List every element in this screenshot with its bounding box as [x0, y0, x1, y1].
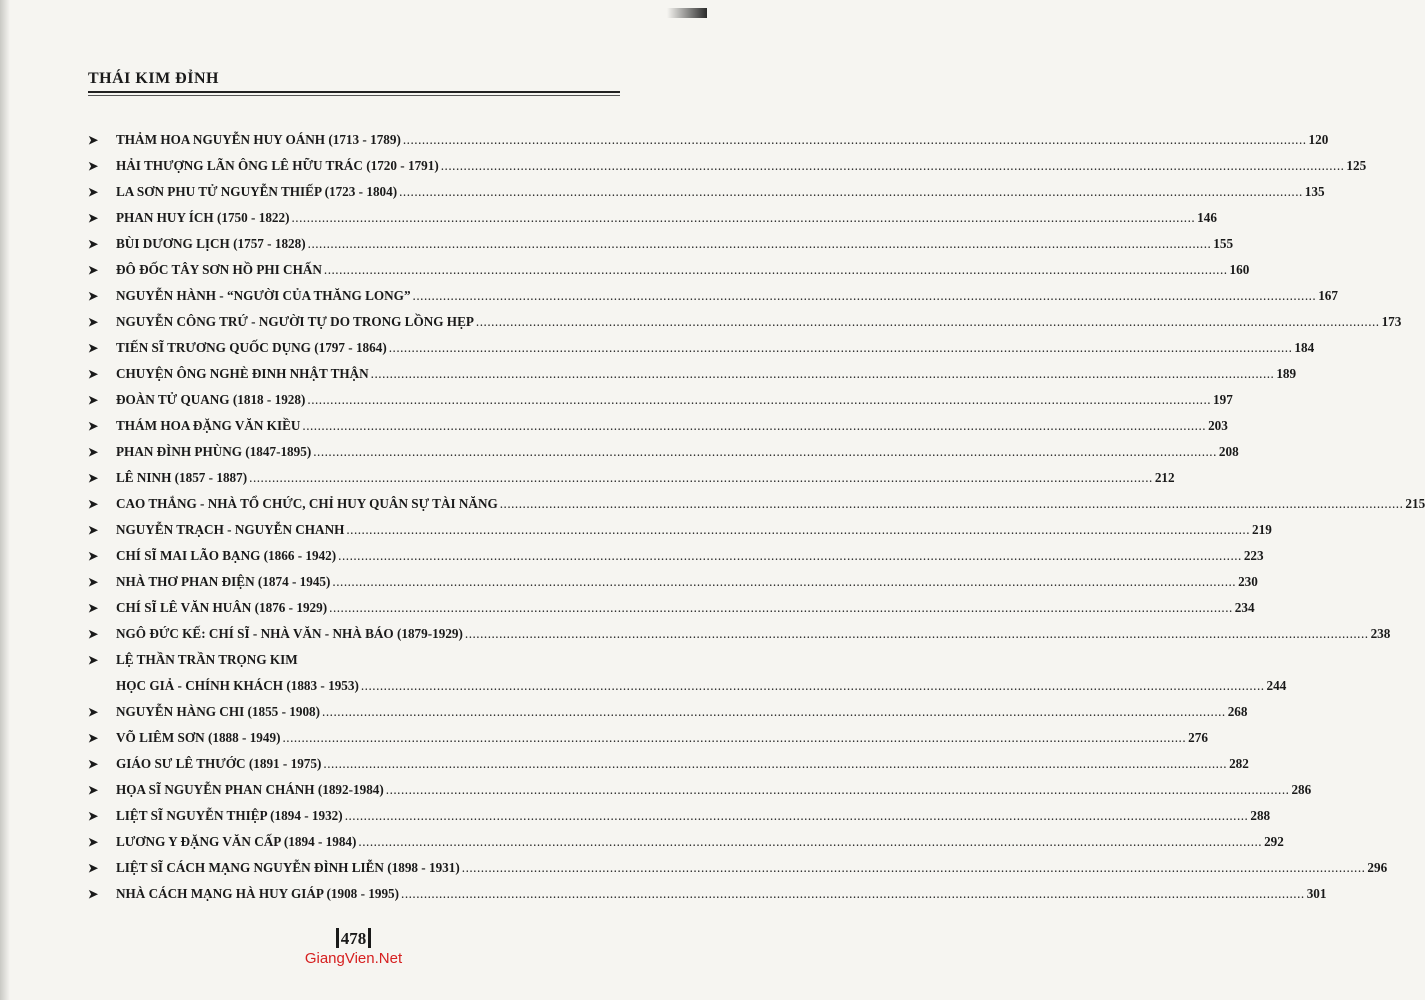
toc-entry [88, 413, 1228, 439]
toc-entry-title: PHAN ĐÌNH PHÙNG (1847-1895) [116, 444, 312, 459]
dot-leader [358, 829, 1262, 855]
toc-entry-page: 268 [1227, 704, 1248, 719]
toc-entry-page: 230 [1238, 574, 1258, 589]
page-number: 478 [340, 929, 367, 948]
toc-entry-page: 301 [1306, 886, 1327, 901]
dot-leader [249, 465, 1153, 491]
toc-entry-title: ĐÔ ĐỐC TÂY SƠN HỒ PHI CHẤN [116, 262, 322, 277]
header-rule-thin [88, 95, 620, 96]
toc-entry-page: 282 [1229, 756, 1249, 771]
toc-entry-page: 125 [1346, 158, 1367, 173]
toc-entry [88, 361, 1297, 387]
toc-entry [88, 309, 1402, 335]
toc-entry-page: 167 [1318, 288, 1338, 303]
toc-entry [88, 543, 1264, 569]
arrow-bullet-icon: ➤ [88, 445, 99, 459]
page-number-footer [0, 928, 707, 949]
toc-entry [88, 699, 1248, 725]
toc-entry-title: NHÀ THƠ PHAN ĐIỆN (1874 - 1945) [116, 574, 331, 589]
dot-leader [399, 179, 1303, 205]
toc-entry-page: 189 [1276, 366, 1297, 381]
arrow-bullet-icon: ➤ [88, 757, 99, 771]
dot-leader [332, 569, 1236, 595]
dot-leader [413, 283, 1317, 309]
arrow-bullet-icon: ➤ [88, 341, 99, 355]
arrow-bullet-icon: ➤ [88, 627, 99, 641]
arrow-bullet-icon: ➤ [88, 185, 99, 199]
toc-entry-page: 197 [1213, 392, 1233, 407]
toc-entry-page: 276 [1188, 730, 1208, 745]
arrow-bullet-icon: ➤ [88, 237, 99, 251]
toc-entry [88, 777, 1312, 803]
toc-entry [88, 257, 1250, 283]
toc-entry-page: 215 [1405, 496, 1425, 511]
arrow-bullet-icon: ➤ [88, 367, 99, 381]
toc-entry [88, 439, 1239, 465]
dot-leader [313, 439, 1217, 465]
arrow-bullet-icon: ➤ [88, 783, 99, 797]
dot-leader [386, 777, 1290, 803]
toc-entry [88, 855, 1388, 881]
folio-bar-left [336, 928, 339, 948]
dot-leader [324, 257, 1228, 283]
table-of-contents [88, 127, 1425, 907]
dot-leader [465, 621, 1369, 647]
dot-leader [403, 127, 1307, 153]
toc-entry-title: BÙI DƯƠNG LỊCH (1757 - 1828) [116, 236, 306, 251]
toc-entry-page: 155 [1213, 236, 1234, 251]
dot-leader [323, 751, 1227, 777]
dot-leader [282, 725, 1186, 751]
arrow-bullet-icon: ➤ [88, 211, 99, 225]
dot-leader [361, 673, 1265, 699]
toc-entry [88, 283, 1338, 309]
dot-leader [338, 543, 1242, 569]
toc-entry [88, 153, 1367, 179]
toc-entry-title: NGUYỄN TRẠCH - NGUYỄN CHANH [116, 522, 345, 537]
scan-corner-mark [667, 8, 707, 18]
dot-leader [462, 855, 1366, 881]
toc-entry [88, 335, 1315, 361]
toc-entry-title: GIÁO SƯ LÊ THƯỚC (1891 - 1975) [116, 756, 322, 771]
toc-entry [88, 491, 1425, 517]
toc-entry [88, 725, 1208, 751]
toc-entry-title: CHÍ SĨ LÊ VĂN HUÂN (1876 - 1929) [116, 600, 328, 615]
toc-entry-title: HỌA SĨ NGUYỄN PHAN CHÁNH (1892-1984) [116, 782, 384, 797]
toc-entry [88, 881, 1327, 907]
toc-entry-page: 286 [1291, 782, 1312, 797]
arrow-bullet-icon: ➤ [88, 835, 99, 849]
toc-entry-page: 135 [1304, 184, 1325, 199]
arrow-bullet-icon: ➤ [88, 575, 99, 589]
toc-entry-title: CHÍ SĨ MAI LÃO BẠNG (1866 - 1942) [116, 548, 337, 563]
toc-entry-page: 120 [1308, 132, 1329, 147]
toc-entry [88, 205, 1217, 231]
toc-entry [88, 751, 1249, 777]
watermark-text: GiangVien.Net [304, 950, 403, 967]
toc-entry-page: 146 [1197, 210, 1217, 225]
toc-entry [88, 465, 1175, 491]
toc-entry [88, 829, 1284, 855]
folio-bar-right [368, 928, 371, 948]
toc-entry-title: ĐOÀN TỬ QUANG (1818 - 1928) [116, 392, 306, 407]
toc-entry-title: LIỆT SĨ CÁCH MẠNG NGUYỄN ĐÌNH LIỄN (1898 - 1931) [116, 860, 460, 875]
dot-leader [345, 803, 1249, 829]
dot-leader [308, 231, 1212, 257]
toc-entry-title: LƯƠNG Y ĐẶNG VĂN CẤP (1894 - 1984) [116, 834, 357, 849]
toc-entry-title: LỆ THẦN TRẦN TRỌNG KIM [116, 652, 298, 667]
toc-entry-title: PHAN HUY ÍCH (1750 - 1822) [116, 210, 290, 225]
toc-entry-page: 296 [1367, 860, 1388, 875]
toc-entry-title: LA SƠN PHU TỬ NGUYỄN THIẾP (1723 - 1804) [116, 184, 398, 199]
toc-entry-page: 234 [1234, 600, 1255, 615]
toc-entry-page: 292 [1264, 834, 1284, 849]
arrow-bullet-icon: ➤ [88, 809, 99, 823]
arrow-bullet-icon: ➤ [88, 393, 99, 407]
dot-leader [389, 335, 1293, 361]
toc-entry-title: LIỆT SĨ NGUYỄN THIỆP (1894 - 1932) [116, 808, 343, 823]
arrow-bullet-icon: ➤ [88, 523, 99, 537]
toc-entry-title: THẢM HOA NGUYỄN HUY OÁNH (1713 - 1789) [116, 132, 401, 147]
toc-entry [88, 127, 1329, 153]
toc-entry-title: CHUYỆN ÔNG NGHÈ ĐINH NHẬT THẬN [116, 366, 369, 381]
arrow-bullet-icon: ➤ [88, 471, 99, 485]
toc-entry-title: NGUYỄN HÀNG CHI (1855 - 1908) [116, 704, 321, 719]
toc-entry-title-line2: HỌC GIẢ - CHÍNH KHÁCH (1883 - 1953) [116, 678, 359, 693]
toc-entry [88, 179, 1325, 205]
toc-entry-title: NHÀ CÁCH MẠNG HÀ HUY GIÁP (1908 - 1995) [116, 886, 400, 901]
arrow-bullet-icon: ➤ [88, 731, 99, 745]
toc-entry [88, 621, 1391, 647]
toc-entry-title: NGUYỄN CÔNG TRỨ - NGƯỜI TỰ DO TRONG LỒNG HẸP [116, 314, 474, 329]
dot-leader [371, 361, 1275, 387]
toc-entry-page: 208 [1218, 444, 1239, 459]
arrow-bullet-icon: ➤ [88, 653, 99, 667]
toc-entry-page: 238 [1370, 626, 1391, 641]
running-head: THÁI KIM ĐỈNH [88, 70, 219, 87]
header-rule [88, 91, 620, 93]
toc-entry [88, 595, 1255, 621]
arrow-bullet-icon: ➤ [88, 601, 99, 615]
dot-leader [322, 699, 1226, 725]
dot-leader [441, 153, 1345, 179]
dot-leader [401, 881, 1305, 907]
arrow-bullet-icon: ➤ [88, 497, 99, 511]
toc-entry-title: NGÔ ĐỨC KẾ: CHÍ SĨ - NHÀ VĂN - NHÀ BÁO (1879-1929) [116, 626, 463, 641]
dot-leader [307, 387, 1211, 413]
dot-leader [476, 309, 1380, 335]
toc-entry [88, 387, 1233, 413]
toc-entry-title: HẢI THƯỢNG LÃN ÔNG LÊ HỮU TRÁC (1720 - 1791) [116, 158, 439, 173]
toc-entry-page: 160 [1229, 262, 1250, 277]
toc-entry-page: 203 [1208, 418, 1228, 433]
dot-leader [302, 413, 1206, 439]
toc-entry-title: NGUYỄN HÀNH - “NGƯỜI CỦA THĂNG LONG” [116, 288, 411, 303]
arrow-bullet-icon: ➤ [88, 861, 99, 875]
toc-entry-title: THÁM HOA ĐẶNG VĂN KIỀU [116, 418, 301, 433]
arrow-bullet-icon: ➤ [88, 263, 99, 277]
toc-entry [88, 803, 1271, 829]
toc-entry-page: 223 [1243, 548, 1264, 563]
arrow-bullet-icon: ➤ [88, 159, 99, 173]
arrow-bullet-icon: ➤ [88, 289, 99, 303]
toc-entry-page: 219 [1252, 522, 1272, 537]
dot-leader [346, 517, 1250, 543]
toc-entry-title: VÕ LIÊM SƠN (1888 - 1949) [116, 730, 281, 745]
dot-leader [292, 205, 1196, 231]
arrow-bullet-icon: ➤ [88, 133, 99, 147]
toc-entry [88, 517, 1272, 543]
page-edge-shadow [0, 0, 10, 1000]
toc-entry-page: 184 [1294, 340, 1315, 355]
toc-entry-page: 173 [1381, 314, 1402, 329]
toc-entry-page: 288 [1250, 808, 1271, 823]
toc-entry-title: CAO THẮNG - NHÀ TỔ CHỨC, CHỈ HUY QUÂN SỰ TÀI NĂNG [116, 496, 498, 511]
arrow-bullet-icon: ➤ [88, 705, 99, 719]
toc-entry-title: TIẾN SĨ TRƯƠNG QUỐC DỤNG (1797 - 1864) [116, 340, 387, 355]
toc-entry-title: LÊ NINH (1857 - 1887) [116, 470, 248, 485]
toc-entry-page: 244 [1266, 678, 1287, 693]
dot-leader [329, 595, 1233, 621]
toc-entry [88, 647, 1287, 699]
toc-entry [88, 569, 1258, 595]
toc-entry-page: 212 [1154, 470, 1175, 485]
dot-leader [500, 491, 1404, 517]
toc-entry [88, 231, 1234, 257]
arrow-bullet-icon: ➤ [88, 315, 99, 329]
arrow-bullet-icon: ➤ [88, 887, 99, 901]
arrow-bullet-icon: ➤ [88, 549, 99, 563]
arrow-bullet-icon: ➤ [88, 419, 99, 433]
